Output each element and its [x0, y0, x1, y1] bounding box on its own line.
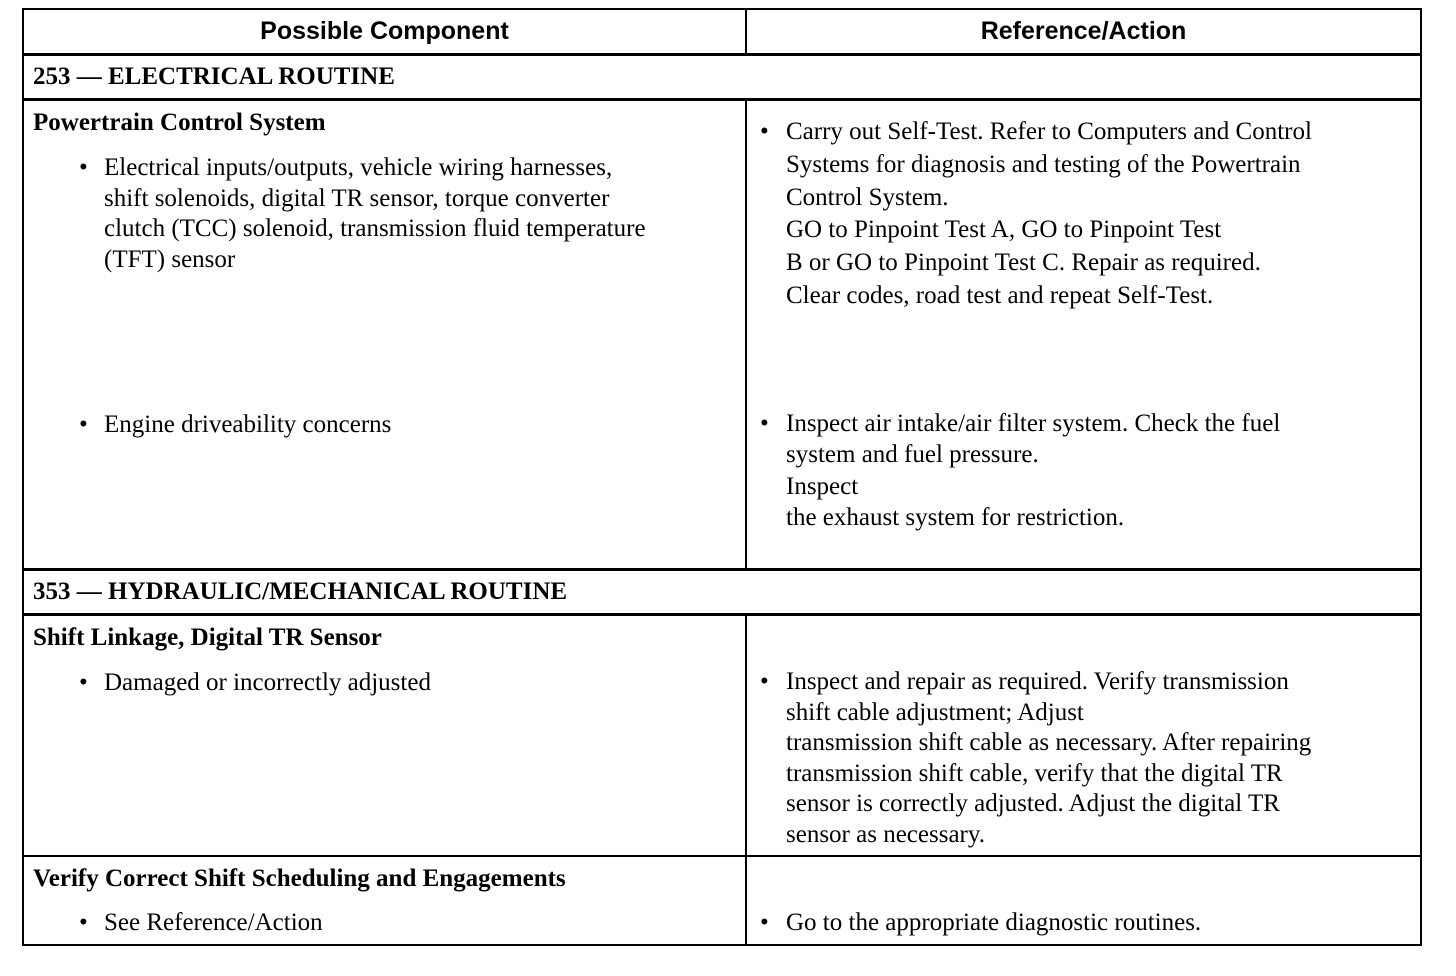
action-text: Inspect and repair as required. Verify transmission shift cable adjustment; Adjust transmission shift cable as necessary. After repairing transmission shift cable, verify that the digital TR sensor is correctly adjusted. Adjust the digital TR sensor as necessary. [786, 668, 1312, 848]
action-item [747, 907, 1420, 939]
bullet: • [760, 118, 769, 145]
action-cell [746, 615, 1421, 856]
component-title: Verify Correct Shift Scheduling and Engagements [33, 864, 566, 892]
section-title: 253 — ELECTRICAL ROUTINE [23, 55, 1421, 100]
action-text: Carry out Self-Test. Refer to Computers and Control Systems for diagnosis and testing of the Powertrain Control System. GO to Pinpoint Test A, GO to Pinpoint Test B or GO to Pinpoint Test C. Repair as required. Clear codes, road test and repeat Self-Test. [786, 118, 1312, 309]
list-item [24, 153, 745, 275]
item-text: Damaged or incorrectly adjusted [104, 669, 431, 696]
bullet: • [79, 669, 88, 696]
component-cell [23, 615, 746, 856]
bullet: • [760, 409, 769, 437]
list-item [24, 668, 745, 699]
component-cell [23, 100, 746, 570]
bullet: • [79, 411, 88, 438]
table-row [23, 100, 1421, 570]
component-title: Powertrain Control System [33, 109, 326, 136]
action-item [747, 667, 1420, 850]
bullet: • [79, 154, 88, 181]
list-item [24, 410, 745, 441]
action-item [747, 116, 1420, 313]
diagnostic-table [22, 8, 1422, 946]
component-title: Shift Linkage, Digital TR Sensor [33, 624, 382, 651]
bullet: • [760, 668, 769, 695]
action-item [747, 408, 1420, 534]
header-possible-component: Possible Component [23, 9, 746, 55]
table-row [23, 856, 1421, 945]
section-row [23, 55, 1421, 100]
section-title: 353 — HYDRAULIC/MECHANICAL ROUTINE [23, 570, 1421, 615]
header-reference-action: Reference/Action [746, 9, 1421, 55]
section-row [23, 570, 1421, 615]
action-text: Inspect air intake/air filter system. Check the fuel system and fuel pressure. Inspect the exhaust system for restriction. [786, 409, 1281, 532]
bullet: • [760, 908, 769, 936]
action-cell [746, 856, 1421, 945]
table-row [23, 615, 1421, 856]
list-item [24, 908, 745, 939]
header-row [23, 9, 1421, 55]
item-text: Engine driveability concerns [104, 411, 392, 438]
item-text: See Reference/Action [104, 908, 323, 936]
action-cell [746, 100, 1421, 570]
bullet: • [79, 908, 88, 936]
action-text: Go to the appropriate diagnostic routines. [786, 908, 1202, 936]
item-text: Electrical inputs/outputs, vehicle wiring harnesses, shift solenoids, digital TR sensor, torque converter clutch (TCC) solenoid, transmission fluid temperature (TFT) sensor [104, 154, 646, 273]
component-cell [23, 856, 746, 945]
